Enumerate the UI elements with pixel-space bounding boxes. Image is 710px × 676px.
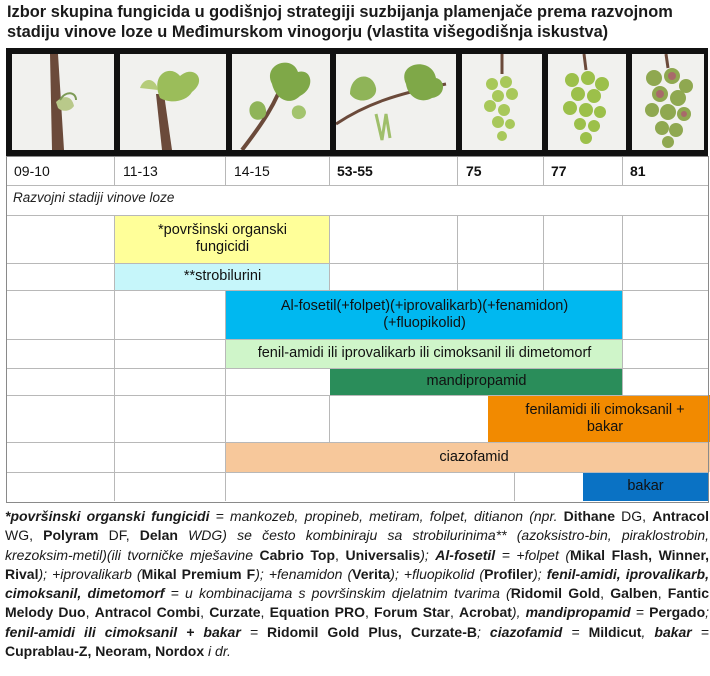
footnote-text: = — [562, 623, 589, 640]
footnote-text: DG, — [615, 508, 653, 524]
table-frame — [6, 156, 709, 503]
bar-al-fosetil: Al-fosetil(+folpet)(+iprovalikarb)(+fenamidon) (+fluopikolid) — [226, 290, 623, 339]
footnote-product: Mikal Flash, Winner, Rival — [5, 546, 710, 582]
stage-label: 77 — [551, 163, 567, 179]
footnote-term: bakar — [654, 623, 692, 640]
bar-bakar: bakar — [583, 472, 708, 501]
footnote-text: = — [240, 623, 268, 640]
footnote-product: Forum Star — [374, 604, 450, 621]
footnote-product: Pergado — [649, 604, 706, 621]
footnote-text: = — [630, 604, 650, 621]
footnote-text: ); +iprovalikarb ( — [38, 565, 142, 582]
footnote-text: ); +fenamidon ( — [255, 565, 353, 582]
footnote-text: , — [449, 604, 459, 621]
footnote-text: , — [260, 604, 270, 621]
footnote-text: , — [657, 585, 668, 602]
photo-stage-81 — [632, 54, 704, 150]
bar-mandipropamid: mandipropamid — [330, 368, 623, 395]
stage-label: 53-55 — [337, 163, 373, 179]
footnote-product: Dithane — [563, 508, 615, 524]
stage-label: 09-10 — [14, 163, 50, 179]
footnote-product: Polyram — [43, 527, 99, 544]
footnote-text: ), — [511, 604, 526, 621]
footnote-product: Antracol Combi — [94, 604, 201, 621]
stage-label: 14-15 — [234, 163, 270, 179]
footnote-text: = u kombinacijama s površinskim djelatnim tvarima ( — [164, 585, 511, 602]
bar-ciazofamid: ciazofamid — [226, 442, 710, 472]
photo-stage-11-13 — [120, 54, 226, 150]
footnote-text: i dr. — [204, 643, 231, 660]
photo-stage-75 — [462, 54, 542, 150]
strategy-table — [6, 156, 708, 502]
stage-label: 11-13 — [123, 163, 158, 179]
footnote-product: Mikal Premium F — [141, 565, 256, 582]
bar-strobilurins: **strobilurini — [115, 263, 330, 290]
footnote-text: , — [85, 604, 95, 621]
photo-stage-77 — [548, 54, 626, 150]
footnote-product: Mildicut — [588, 623, 642, 640]
page-title: Izbor skupina fungicida u godišnjoj strategiji suzbijanja plamenjače prema razvojnom stadiju vinove loze u Međimurskom vinogorju (vlastita višegodišnja iskustva) — [7, 3, 673, 41]
photo-stage-09-10 — [12, 54, 114, 150]
footnote-text: ; — [705, 604, 710, 621]
stage-caption: Razvojni stadiji vinove loze — [13, 190, 175, 205]
footnote-text: WDG) se često kombiniraju sa strobilurinima** (azoksistro-bin, piraklostrobin, krezoksim-metil)(ili tvorničke mješavine — [5, 527, 710, 563]
stage-label: 75 — [466, 163, 482, 179]
footnote-product: Ridomil Gold — [510, 585, 601, 602]
bar-fenil-amidi: fenil-amidi ili iprovalikarb ili cimoksanil ili dimetomorf — [226, 339, 623, 368]
footnote-text: , — [200, 604, 210, 621]
stage-label: 81 — [630, 163, 646, 179]
footnote-term: *površinski organski fungicidi — [5, 508, 210, 524]
footnote-text: , — [641, 623, 655, 640]
footnote-term: ciazofamid — [489, 623, 563, 640]
footnote-text: , — [335, 546, 346, 563]
photo-stage-53-55 — [336, 54, 456, 150]
footnote-term: fenil-amidi, iprovalikarb, cimoksanil, dimetomorf — [5, 565, 709, 602]
footnote-product: Galben — [610, 585, 658, 602]
footnote-text: ; — [476, 623, 490, 640]
footnote-product: Fantic Melody Duo — [5, 585, 709, 621]
footnote-product: Equation PRO — [269, 604, 365, 621]
footnote-text: = +folpet ( — [495, 546, 571, 563]
bar-fenilamidi-bakar: fenilamidi ili cimoksanil + bakar — [488, 395, 710, 442]
footnote-product: Acrobat — [459, 604, 512, 621]
bar-organic-fungicides: *površinski organski fungicidi — [115, 215, 330, 263]
photo-stage-14-15 — [232, 54, 330, 150]
footnote-text: = — [691, 623, 709, 640]
footnote-product: Delan — [139, 527, 178, 544]
footnote-text: DF, — [98, 527, 140, 544]
footnote-text: = mankozeb, propineb, metiram, folpet, ditianon (npr. — [209, 508, 564, 524]
footnote-product: Antracol — [652, 508, 709, 524]
footnote — [5, 507, 709, 661]
footnote-text: , — [364, 604, 375, 621]
footnote-text: ); — [420, 546, 436, 563]
footnote-text: ); +fluopikolid ( — [390, 565, 485, 582]
footnote-product: Universalis — [345, 546, 421, 563]
footnote-product: Curzate — [209, 604, 261, 621]
stage-photo-strip — [6, 48, 708, 156]
footnote-text: ); — [533, 565, 547, 582]
footnote-text: WG, — [5, 527, 44, 544]
footnote-text: , — [600, 585, 611, 602]
footnote-product: Cabrio Top — [259, 546, 336, 563]
footnote-term: fenil-amidi ili cimoksanil + bakar — [5, 623, 241, 640]
footnote-product: Cuprablau-Z, Neoram, Nordox — [5, 643, 205, 660]
footnote-term: mandipropamid — [525, 604, 631, 621]
footnote-term: Al-fosetil — [435, 546, 496, 563]
footnote-product: Verita — [352, 565, 391, 582]
footnote-product: Ridomil Gold Plus, Curzate-B — [267, 623, 477, 640]
footnote-product: Profiler — [484, 565, 534, 582]
